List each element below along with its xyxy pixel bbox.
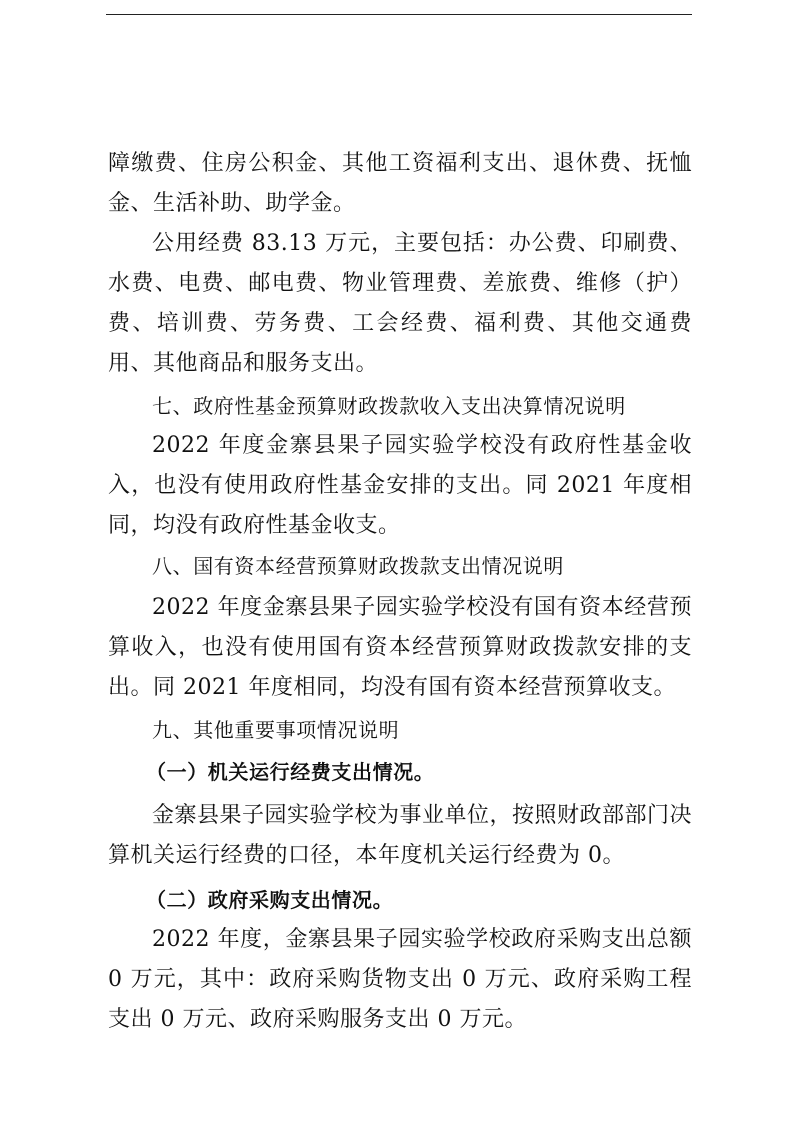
heading-section-8: 八、国有资本经营预算财政拨款支出情况说明 xyxy=(152,554,564,578)
paragraph-operating-expenses: 金寨县果子园实验学校为事业单位，按照财政部部门决算机关运行经费的口径，本年度机关运行经费为 0。 xyxy=(108,803,693,868)
paragraph-public-funds: 公用经费 83.13 万元，主要包括：办公费、印刷费、水费、电费、邮电费、物业管理费、差旅费、维修（护）费、培训费、劳务费、工会经费、福利费、其他交通费用、其他商品和服务支出。 xyxy=(108,231,692,376)
heading-section-7: 七、政府性基金预算财政拨款收入支出决算情况说明 xyxy=(152,394,626,418)
header-rule xyxy=(106,14,692,15)
paragraph-welfare-items: 障缴费、住房公积金、其他工资福利支出、退休费、抚恤金、生活补助、助学金。 xyxy=(108,151,692,216)
subheading-operating-expenses: （一）机关运行经费支出情况。 xyxy=(146,760,435,784)
subheading-procurement: （二）政府采购支出情况。 xyxy=(146,888,394,912)
document-body xyxy=(108,144,692,1040)
heading-section-9: 九、其他重要事项情况说明 xyxy=(152,718,400,742)
paragraph-state-capital: 2022 年度金寨县果子园实验学校没有国有资本经营预算收入，也没有使用国有资本经营预算财政拨款安排的支出。同 2021 年度相同，均没有国有资本经营预算收支。 xyxy=(108,595,692,700)
paragraph-government-funds: 2022 年度金寨县果子园实验学校没有政府性基金收入，也没有使用政府性基金安排的支出。同 2021 年度相同，均没有政府性基金收支。 xyxy=(108,433,692,538)
paragraph-procurement: 2022 年度，金寨县果子园实验学校政府采购支出总额 0 万元，其中：政府采购货物支出 0 万元、政府采购工程支出 0 万元、政府采购服务支出 0 万元。 xyxy=(108,927,692,1032)
